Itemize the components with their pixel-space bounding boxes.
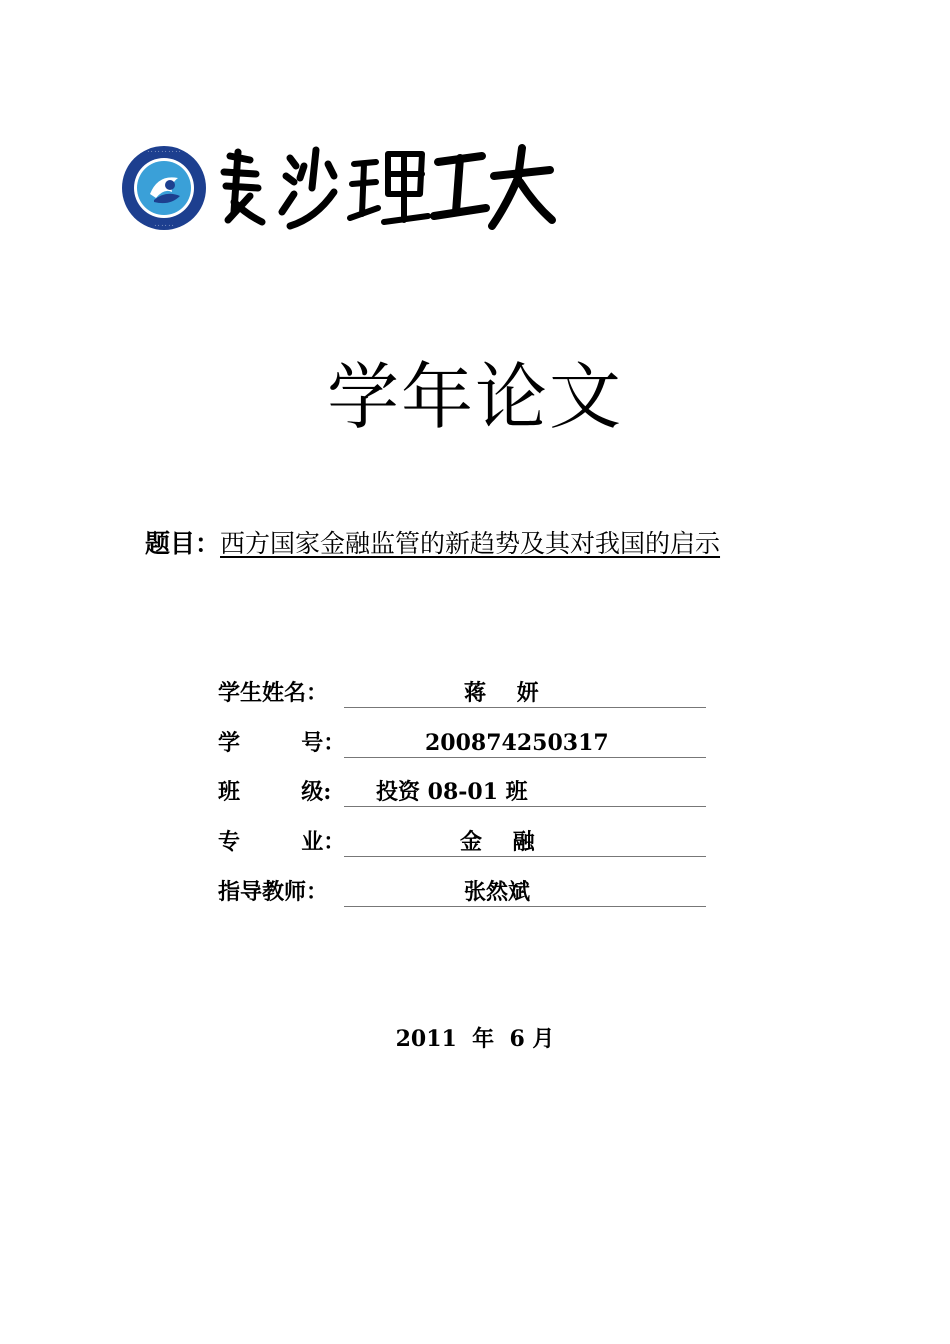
university-name-wordmark xyxy=(216,142,556,234)
student-name-value: 蒋 妍 xyxy=(464,680,539,706)
info-row-student-number xyxy=(218,726,710,760)
major-value: 金 融 xyxy=(460,829,535,855)
underline-rule xyxy=(344,806,706,807)
class-value: 投资 08-01 班 xyxy=(376,779,528,805)
underline-rule xyxy=(344,906,706,907)
info-row-advisor xyxy=(218,875,710,909)
advisor-label: 指导教师： xyxy=(218,879,329,905)
submission-date: 2011 年 6 月 xyxy=(395,1026,555,1052)
class-label: 班 级: xyxy=(218,779,332,805)
info-row-major xyxy=(218,825,710,859)
advisor-value: 张然斌 xyxy=(464,879,531,905)
topic-label: 题目： xyxy=(145,529,221,558)
underline-rule xyxy=(344,707,706,708)
svg-text:· · · · · ·: · · · · · · xyxy=(154,223,174,229)
major-label: 专 业： xyxy=(218,829,346,855)
university-logo xyxy=(120,142,560,234)
page-title: 学年论文 xyxy=(326,355,623,439)
university-seal-icon xyxy=(120,144,208,232)
thesis-topic xyxy=(145,526,720,562)
student-number-value: 200874250317 xyxy=(425,730,609,756)
topic-value: 西方国家金融监管的新趋势及其对我国的启示 xyxy=(220,529,721,558)
svg-text:· · · · · · · · · ·: · · · · · · · · · · xyxy=(147,149,181,155)
student-number-label: 学 号： xyxy=(218,730,346,756)
info-row-student-name xyxy=(218,676,710,710)
underline-rule xyxy=(344,856,706,857)
info-row-class xyxy=(218,775,710,809)
underline-rule xyxy=(344,757,706,758)
student-name-label: 学生姓名： xyxy=(218,680,329,706)
